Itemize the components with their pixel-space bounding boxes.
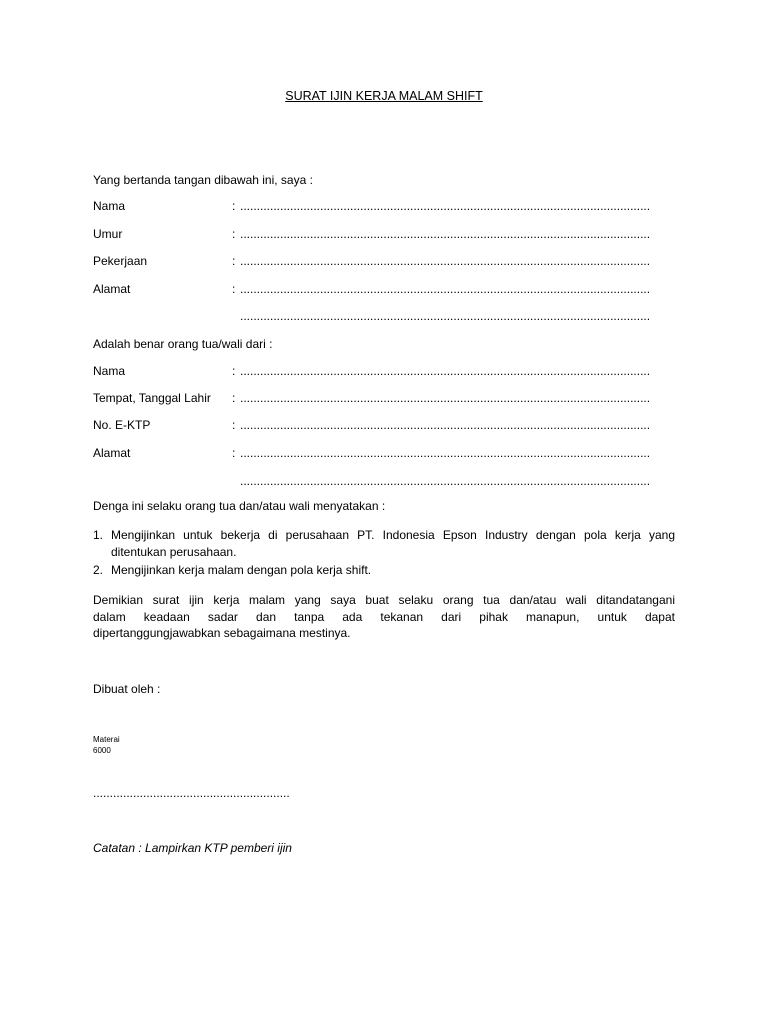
field-dots-pekerjaan[interactable]: ...........................................................................................................................: [240, 255, 651, 267]
made-by-label: Dibuat oleh :: [93, 682, 161, 696]
closing-line-3: dipertanggungjawabkan sebagaimana mestinya.: [93, 626, 351, 640]
field-colon: :: [232, 227, 236, 241]
field-colon: :: [232, 282, 236, 296]
closing-line-2: dalam keadaan sadar dan tanpa ada tekanan dari pihak manapun, untuk dapat: [93, 610, 675, 624]
field-colon: :: [232, 199, 236, 213]
field-dots-ektp[interactable]: ...........................................................................................................................: [240, 419, 651, 431]
statement-intro: Denga ini selaku orang tua dan/atau wali menyatakan :: [93, 499, 386, 513]
signature-line[interactable]: ...........................................................: [93, 786, 290, 800]
list-number-1: 1.: [93, 528, 104, 542]
field-dots-alamat-2[interactable]: ...........................................................................................................................: [240, 310, 651, 322]
field-dots-alamat-anak-2[interactable]: ...........................................................................................................................: [240, 475, 651, 487]
field-colon: :: [232, 254, 236, 268]
intro-text: Yang bertanda tangan dibawah ini, saya :: [93, 173, 313, 187]
field-label-alamat-anak: Alamat: [93, 446, 131, 460]
note-text: Catatan : Lampirkan KTP pemberi ijin: [93, 841, 292, 855]
field-label-alamat: Alamat: [93, 282, 131, 296]
field-colon: :: [232, 391, 236, 405]
field-label-ektp: No. E-KTP: [93, 418, 151, 432]
field-dots-ttl[interactable]: ...........................................................................................................................: [240, 392, 651, 404]
field-label-nama: Nama: [93, 199, 126, 213]
list-item-2-line-1: Mengijinkan kerja malam dengan pola kerja shift.: [111, 563, 372, 577]
list-item-1-line-1: Mengijinkan untuk bekerja di perusahaan PT. Indonesia Epson Industry dengan pola kerja yang: [111, 528, 675, 542]
field-dots-nama-anak[interactable]: ...........................................................................................................................: [240, 365, 651, 377]
stamp-value: 6000: [93, 746, 111, 755]
field-colon: :: [232, 364, 236, 378]
document-title-text: SURAT IJIN KERJA MALAM SHIFT: [285, 89, 483, 103]
document-title: [0, 90, 768, 103]
section2-intro: Adalah benar orang tua/wali dari :: [93, 337, 273, 351]
field-colon: :: [232, 446, 236, 460]
field-dots-alamat-anak[interactable]: ...........................................................................................................................: [240, 447, 651, 459]
field-label-umur: Umur: [93, 227, 123, 241]
list-number-2: 2.: [93, 563, 104, 577]
list-item-1-line-2: ditentukan perusahaan.: [111, 545, 237, 559]
closing-line-1: Demikian surat ijin kerja malam yang saya buat selaku orang tua dan/atau wali ditandatangani: [93, 593, 675, 607]
field-dots-alamat[interactable]: ...........................................................................................................................: [240, 283, 651, 295]
field-label-ttl: Tempat, Tanggal Lahir: [93, 391, 211, 405]
field-label-nama-anak: Nama: [93, 364, 126, 378]
stamp-label: Materai: [93, 735, 120, 744]
field-dots-umur[interactable]: ...........................................................................................................................: [240, 228, 651, 240]
field-label-pekerjaan: Pekerjaan: [93, 254, 148, 268]
field-dots-nama[interactable]: ...........................................................................................................................: [240, 200, 651, 212]
field-colon: :: [232, 418, 236, 432]
